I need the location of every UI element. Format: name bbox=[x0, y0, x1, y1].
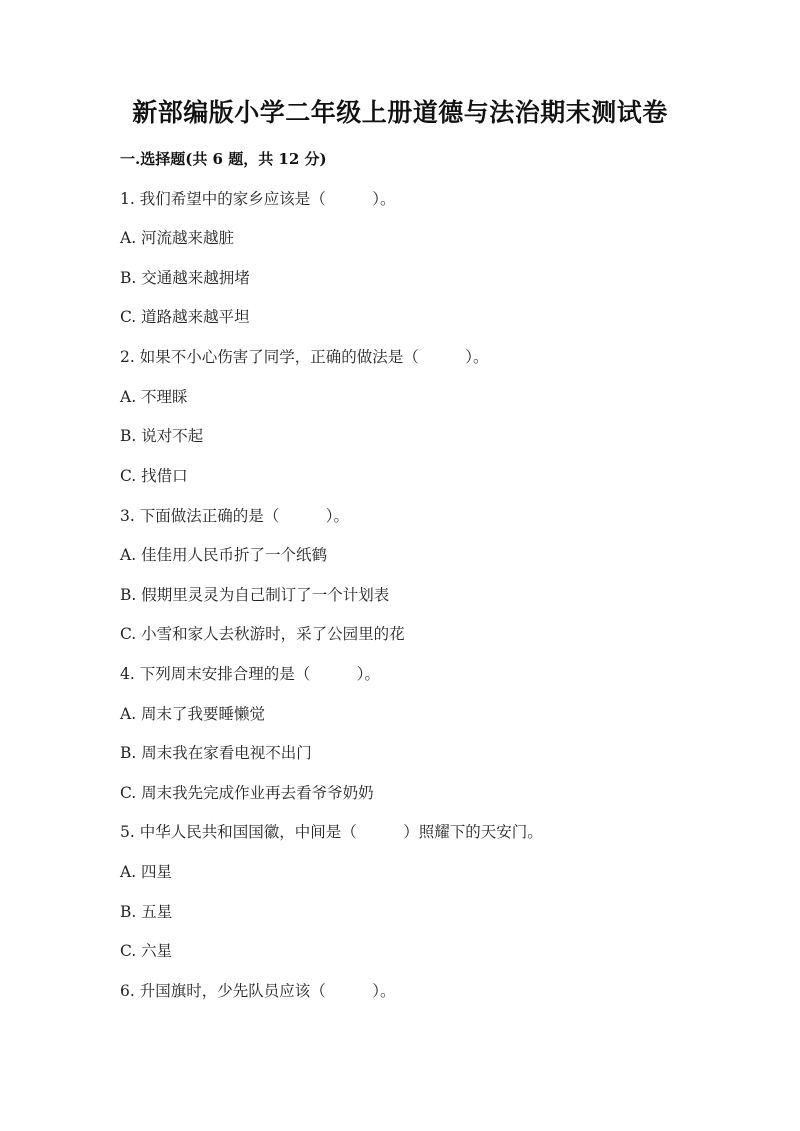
question-4-option-c: C. 周末我先完成作业再去看爷爷奶奶 bbox=[120, 784, 374, 802]
question-3-option-b: B. 假期里灵灵为自己制订了一个计划表 bbox=[120, 586, 390, 604]
question-2-stem: 2. 如果不小心伤害了同学，正确的做法是（ ）。 bbox=[120, 348, 489, 366]
question-5-option-c: C. 六星 bbox=[120, 942, 173, 960]
section-heading: 一.选择题(共 6 题，共 12 分) bbox=[120, 150, 327, 168]
question-1-option-c: C. 道路越来越平坦 bbox=[120, 308, 250, 326]
question-3-option-a: A. 佳佳用人民币折了一个纸鹤 bbox=[120, 546, 328, 564]
page-title: 新部编版小学二年级上册道德与法治期末测试卷 bbox=[132, 98, 668, 127]
question-4-option-b: B. 周末我在家看电视不出门 bbox=[120, 744, 312, 762]
question-2-option-b: B. 说对不起 bbox=[120, 427, 204, 445]
question-6-stem: 6. 升国旗时，少先队员应该（ ）。 bbox=[120, 982, 396, 1000]
question-1-stem: 1. 我们希望中的家乡应该是（ ）。 bbox=[120, 190, 396, 208]
question-1-option-a: A. 河流越来越脏 bbox=[120, 229, 235, 247]
question-4-stem: 4. 下列周末安排合理的是（ ）。 bbox=[120, 665, 380, 683]
question-3-stem: 3. 下面做法正确的是（ ）。 bbox=[120, 507, 349, 525]
question-4-option-a: A. 周末了我要睡懒觉 bbox=[120, 705, 266, 723]
question-2-option-a: A. 不理睬 bbox=[120, 388, 188, 406]
question-5-option-b: B. 五星 bbox=[120, 903, 173, 921]
question-3-option-c: C. 小雪和家人去秋游时，采了公园里的花 bbox=[120, 625, 405, 643]
question-1-option-b: B. 交通越来越拥堵 bbox=[120, 269, 250, 287]
question-5-stem: 5. 中华人民共和国国徽，中间是（ ）照耀下的天安门。 bbox=[120, 823, 543, 841]
question-2-option-c: C. 找借口 bbox=[120, 467, 188, 485]
question-5-option-a: A. 四星 bbox=[120, 863, 173, 881]
